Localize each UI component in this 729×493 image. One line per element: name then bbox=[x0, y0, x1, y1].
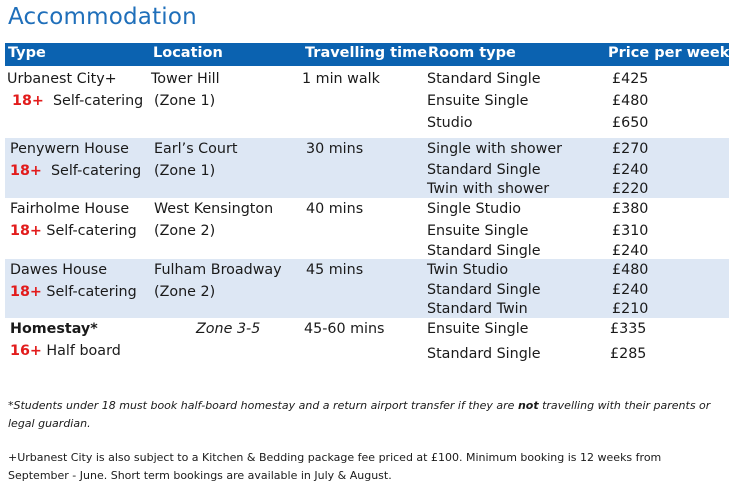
room-type: Ensuite Single bbox=[427, 321, 529, 337]
board-type: Self-catering bbox=[46, 284, 137, 300]
price: £480 bbox=[612, 262, 649, 278]
footnote-emphasis: not bbox=[517, 399, 539, 412]
location-zone: (Zone 2) bbox=[154, 223, 216, 239]
room-type: Standard Single bbox=[427, 243, 541, 259]
price: £240 bbox=[612, 282, 649, 298]
room-type: Studio bbox=[427, 115, 473, 131]
price: £335 bbox=[610, 321, 647, 337]
accommodation-name: Penywern House bbox=[10, 141, 129, 157]
board-type: Self-catering bbox=[50, 163, 142, 179]
location-zone: (Zone 2) bbox=[154, 284, 216, 300]
table-header bbox=[5, 43, 729, 66]
price: £240 bbox=[612, 243, 649, 259]
location-zone: (Zone 1) bbox=[154, 163, 216, 179]
type-line bbox=[10, 222, 137, 240]
price: £650 bbox=[612, 115, 649, 131]
room-type: Standard Single bbox=[427, 346, 541, 362]
price: £210 bbox=[612, 301, 649, 317]
price: £380 bbox=[612, 201, 649, 217]
location-zone: (Zone 1) bbox=[154, 93, 216, 109]
accommodation-name: Homestay* bbox=[10, 321, 98, 337]
room-type: Single Studio bbox=[427, 201, 522, 217]
room-type: Standard Single bbox=[427, 71, 541, 87]
type-line bbox=[10, 342, 121, 360]
price: £270 bbox=[612, 141, 649, 157]
age-badge: 18+ bbox=[10, 223, 42, 239]
room-type: Ensuite Single bbox=[427, 93, 529, 109]
footnote-under-18 bbox=[8, 397, 720, 433]
board-type: Self-catering bbox=[52, 93, 144, 109]
location-name: West Kensington bbox=[154, 201, 274, 217]
accommodation-name: Urbanest City+ bbox=[7, 71, 117, 87]
footnote-text: travelling with their parents or legal guardian. bbox=[8, 399, 711, 430]
age-badge: 18+ bbox=[10, 284, 42, 300]
age-badge: 18+ bbox=[10, 163, 42, 179]
travel-time: 1 min walk bbox=[302, 71, 380, 87]
room-type: Twin Studio bbox=[427, 262, 509, 278]
room-type: Twin with shower bbox=[427, 181, 550, 197]
price: £310 bbox=[612, 223, 649, 239]
location-name: Fulham Broadway bbox=[154, 262, 282, 278]
accommodation-name: Dawes House bbox=[10, 262, 108, 278]
room-type: Ensuite Single bbox=[427, 223, 529, 239]
footnote-text: *Students under 18 must book half-board homestay and a return airport transfer if they are bbox=[8, 399, 518, 412]
room-type: Standard Twin bbox=[427, 301, 528, 317]
footnote-urbanest: +Urbanest City is also subject to a Kitchen & Bedding package fee priced at £100. Minimum booking is 12 weeks from September - June. Short term bookings are available in July & August. bbox=[8, 451, 662, 482]
price: £480 bbox=[612, 93, 649, 109]
room-type: Single with shower bbox=[427, 141, 562, 157]
room-type: Standard Single bbox=[427, 282, 541, 298]
age-badge: 16+ bbox=[10, 343, 42, 359]
header-type: Type bbox=[8, 45, 46, 61]
price: £240 bbox=[612, 162, 649, 178]
type-line bbox=[10, 283, 137, 301]
board-type: Self-catering bbox=[46, 223, 137, 239]
type-line bbox=[10, 162, 141, 180]
price: £220 bbox=[612, 181, 649, 197]
room-type: Standard Single bbox=[427, 162, 541, 178]
accommodation-name: Fairholme House bbox=[10, 201, 130, 217]
price: £425 bbox=[612, 71, 649, 87]
type-line bbox=[12, 92, 143, 110]
header-price-per-week: Price per week bbox=[608, 45, 729, 61]
header-location: Location bbox=[153, 45, 223, 61]
header-travelling-time: Travelling time bbox=[305, 45, 428, 61]
travel-time: 30 mins bbox=[306, 141, 364, 157]
page-title: Accommodation bbox=[8, 4, 197, 30]
age-badge: 18+ bbox=[12, 93, 44, 109]
board-type: Half board bbox=[46, 343, 121, 359]
travel-time: 45 mins bbox=[306, 262, 364, 278]
location-zone: Zone 3-5 bbox=[196, 321, 261, 337]
price: £285 bbox=[610, 346, 647, 362]
travel-time: 40 mins bbox=[306, 201, 364, 217]
travel-time: 45-60 mins bbox=[304, 321, 385, 337]
location-name: Tower Hill bbox=[151, 71, 220, 87]
header-room-type: Room type bbox=[428, 45, 516, 61]
location-name: Earl’s Court bbox=[154, 141, 238, 157]
